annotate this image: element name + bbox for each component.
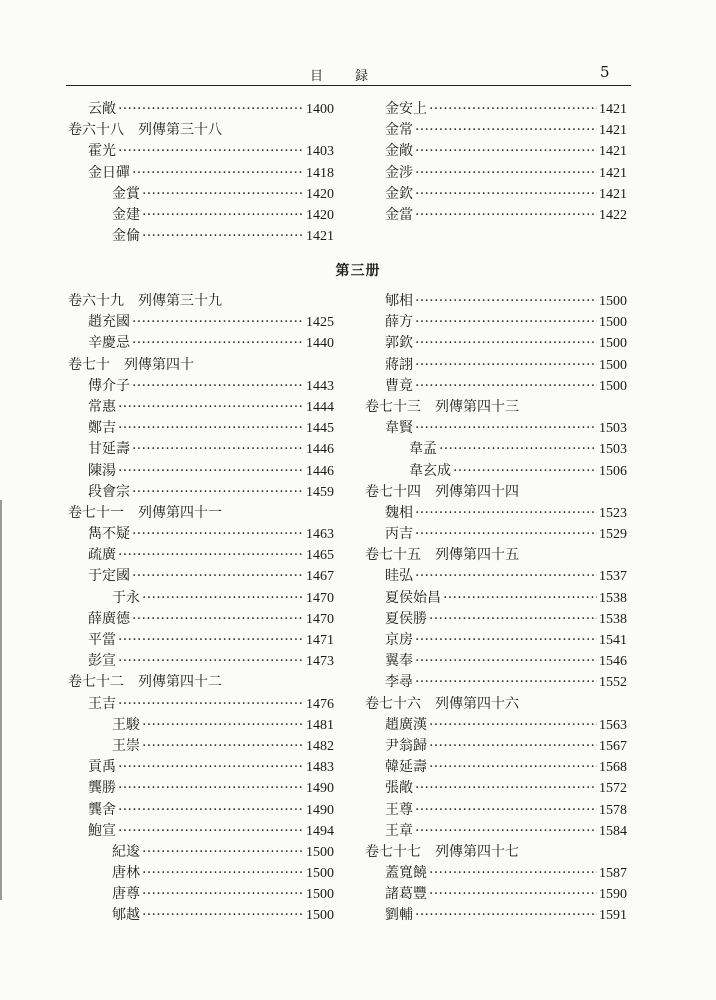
- toc-entry[interactable]: [365, 736, 627, 757]
- entry-page: 1443: [306, 378, 334, 394]
- toc-column-top-left: [68, 99, 334, 247]
- dot-leader: [132, 609, 304, 630]
- toc-entry[interactable]: [68, 800, 334, 821]
- toc-entry[interactable]: [365, 609, 627, 630]
- toc-entry[interactable]: [365, 630, 627, 651]
- chapter-heading: [68, 672, 334, 693]
- entry-page: 1572: [599, 781, 627, 797]
- dot-leader: [142, 184, 304, 205]
- entry-name: 金敞: [385, 143, 413, 160]
- dot-leader: [429, 99, 597, 120]
- dot-leader: [132, 376, 304, 397]
- entry-page: 1552: [599, 675, 627, 691]
- dot-leader: [142, 205, 304, 226]
- toc-entry[interactable]: [68, 99, 334, 120]
- chapter-title: 列傳第四十: [124, 356, 194, 373]
- juan-number: 卷六十九: [68, 293, 124, 309]
- dot-leader: [118, 461, 304, 482]
- toc-entry[interactable]: [365, 651, 627, 672]
- entry-page: 1481: [306, 717, 334, 733]
- entry-page: 1420: [306, 186, 334, 202]
- chapter-title: 列傳第四十二: [138, 674, 222, 691]
- chapter-heading: [68, 355, 334, 376]
- dot-leader: [415, 291, 597, 312]
- entry-name: 翼奉: [385, 653, 413, 670]
- toc-entry[interactable]: [365, 778, 627, 799]
- juan-number: 卷七十五: [365, 547, 421, 564]
- juan-number: 卷七十六: [365, 695, 421, 712]
- entry-name: 陳湯: [88, 462, 116, 479]
- entry-name: 雋不疑: [88, 526, 130, 543]
- dot-leader: [415, 672, 597, 693]
- entry-page: 1500: [599, 336, 627, 352]
- chapter-title: 列傳第四十七: [435, 843, 519, 860]
- chapter-heading: [365, 694, 627, 715]
- toc-entry[interactable]: [68, 715, 334, 736]
- entry-name: 紀逡: [112, 843, 140, 860]
- toc-entry[interactable]: [365, 461, 627, 482]
- toc-entry[interactable]: [365, 355, 627, 376]
- page-number: 5: [600, 63, 610, 81]
- dot-leader: [118, 630, 304, 651]
- entry-name: 金倫: [112, 228, 140, 245]
- running-header-title: 目 録: [309, 69, 370, 84]
- toc-entry[interactable]: [68, 226, 334, 247]
- entry-name: 金欽: [385, 185, 413, 202]
- entry-name: 甘延壽: [88, 441, 130, 458]
- toc-entry[interactable]: [68, 376, 334, 397]
- entry-name: 于永: [112, 589, 140, 606]
- chapter-title: 列傳第四十四: [435, 483, 519, 500]
- entry-name: 薛廣德: [88, 610, 130, 627]
- entry-name: 平當: [88, 632, 116, 648]
- entry-page: 1440: [306, 336, 334, 352]
- dot-leader: [415, 312, 597, 333]
- entry-name: 金安上: [385, 101, 427, 117]
- dot-leader: [118, 651, 304, 672]
- entry-page: 1483: [306, 760, 334, 776]
- entry-name: 金賞: [112, 185, 140, 202]
- entry-page: 1446: [306, 463, 334, 479]
- toc-entry[interactable]: [68, 461, 334, 482]
- entry-page: 1500: [306, 866, 334, 882]
- entry-name: 霍光: [88, 143, 116, 160]
- entry-page: 1578: [599, 802, 627, 818]
- toc-entry[interactable]: [365, 376, 627, 397]
- entry-name: 唐林: [112, 865, 140, 882]
- dot-leader: [415, 524, 597, 545]
- chapter-heading: [68, 120, 334, 141]
- entry-name: 韓延壽: [385, 759, 427, 776]
- entry-name: 彭宣: [88, 653, 116, 670]
- entry-page: 1500: [599, 378, 627, 394]
- entry-page: 1500: [599, 357, 627, 373]
- dot-leader: [429, 715, 597, 736]
- dot-leader: [415, 184, 597, 205]
- juan-number: 卷七十三: [365, 398, 421, 415]
- dot-leader: [142, 588, 304, 609]
- toc-entry[interactable]: [68, 884, 334, 905]
- toc-entry[interactable]: [68, 312, 334, 333]
- dot-leader: [132, 333, 304, 354]
- dot-leader: [415, 800, 597, 821]
- dot-leader: [415, 141, 597, 162]
- entry-page: 1421: [599, 102, 627, 117]
- entry-page: 1422: [599, 207, 627, 223]
- entry-name: 龔舍: [88, 801, 116, 818]
- entry-name: 金當: [385, 206, 413, 223]
- toc-column-top-right: [365, 99, 627, 226]
- entry-page: 1418: [306, 165, 334, 181]
- volume-heading: 第三册: [335, 263, 381, 279]
- entry-page: 1523: [599, 505, 627, 521]
- header-rule: [66, 85, 631, 86]
- toc-entry[interactable]: [68, 757, 334, 778]
- toc-entry[interactable]: [68, 397, 334, 418]
- entry-name: 郇越: [112, 907, 140, 924]
- entry-name: 尹翁歸: [385, 737, 427, 754]
- toc-entry[interactable]: [68, 205, 334, 226]
- dot-leader: [429, 757, 597, 778]
- juan-number: 卷七十一: [68, 504, 124, 521]
- entry-page: 1490: [306, 781, 334, 797]
- entry-name: 郇相: [385, 293, 413, 309]
- toc-entry[interactable]: [365, 184, 627, 205]
- entry-page: 1590: [599, 887, 627, 903]
- dot-leader: [118, 141, 304, 162]
- entry-name: 趙廣漢: [385, 716, 427, 733]
- dot-leader: [415, 630, 597, 651]
- juan-number: 卷七十七: [365, 843, 421, 860]
- entry-name: 鮑宣: [88, 822, 116, 839]
- dot-leader: [415, 503, 597, 524]
- entry-page: 1584: [599, 823, 627, 839]
- entry-name: 常惠: [88, 398, 116, 415]
- entry-name: 王崇: [112, 737, 140, 754]
- entry-name: 趙充國: [88, 314, 130, 331]
- dot-leader: [118, 694, 304, 715]
- dot-leader: [439, 439, 597, 460]
- toc-entry[interactable]: [365, 715, 627, 736]
- entry-page: 1500: [306, 887, 334, 903]
- entry-page: 1567: [599, 738, 627, 754]
- chapter-title: 列傳第三十九: [138, 293, 222, 309]
- dot-leader: [142, 863, 304, 884]
- entry-name: 薛方: [385, 314, 413, 331]
- chapter-heading: [68, 503, 334, 524]
- toc-entry[interactable]: [365, 503, 627, 524]
- juan-number: 卷六十八: [68, 122, 124, 139]
- toc-entry[interactable]: [365, 141, 627, 162]
- entry-page: 1538: [599, 611, 627, 627]
- dot-leader: [132, 439, 304, 460]
- toc-column-bottom-left: [68, 291, 334, 927]
- dot-leader: [429, 884, 597, 905]
- dot-leader: [132, 482, 304, 503]
- entry-page: 1473: [306, 654, 334, 670]
- toc-entry[interactable]: [68, 439, 334, 460]
- entry-name: 京房: [385, 632, 413, 648]
- entry-name: 張敞: [385, 780, 413, 797]
- entry-name: 云敞: [88, 101, 116, 117]
- dot-leader: [415, 651, 597, 672]
- toc-entry[interactable]: [365, 672, 627, 693]
- entry-name: 眭弘: [385, 568, 413, 585]
- dot-leader: [415, 163, 597, 184]
- chapter-title: 列傳第四十六: [435, 695, 519, 712]
- dot-leader: [142, 226, 304, 247]
- dot-leader: [118, 778, 304, 799]
- entry-page: 1482: [306, 738, 334, 754]
- toc-column-bottom-right: [365, 291, 627, 927]
- entry-page: 1490: [306, 802, 334, 818]
- entry-name: 傅介子: [88, 377, 130, 394]
- dot-leader: [415, 376, 597, 397]
- entry-name: 王吉: [88, 695, 116, 712]
- entry-page: 1463: [306, 527, 334, 543]
- toc-entry[interactable]: [365, 588, 627, 609]
- dot-leader: [415, 205, 597, 226]
- dot-leader: [453, 461, 597, 482]
- chapter-title: 列傳第三十八: [138, 122, 222, 139]
- dot-leader: [415, 333, 597, 354]
- toc-entry[interactable]: [365, 821, 627, 842]
- entry-page: 1500: [599, 315, 627, 331]
- toc-entry[interactable]: [68, 609, 334, 630]
- dot-leader: [415, 355, 597, 376]
- toc-entry[interactable]: [365, 418, 627, 439]
- entry-name: 王駿: [112, 716, 140, 733]
- entry-page: 1471: [306, 633, 334, 648]
- toc-entry[interactable]: [68, 630, 334, 651]
- chapter-heading: [365, 397, 627, 418]
- chapter-heading: [365, 545, 627, 566]
- dot-leader: [443, 588, 597, 609]
- entry-page: 1467: [306, 569, 334, 585]
- entry-page: 1400: [306, 102, 334, 117]
- toc-entry[interactable]: [365, 439, 627, 460]
- entry-page: 1537: [599, 569, 627, 585]
- dot-leader: [118, 418, 304, 439]
- dot-leader: [142, 884, 304, 905]
- chapter-heading: [365, 482, 627, 503]
- toc-entry[interactable]: [365, 99, 627, 120]
- toc-entry[interactable]: [68, 333, 334, 354]
- entry-name: 金日磾: [88, 164, 130, 181]
- chapter-title: 列傳第四十三: [435, 398, 519, 415]
- dot-leader: [429, 736, 597, 757]
- entry-name: 諸葛豐: [385, 886, 427, 903]
- toc-entry[interactable]: [68, 651, 334, 672]
- entry-name: 金建: [112, 206, 140, 223]
- entry-name: 魏相: [385, 504, 413, 521]
- entry-name: 李尋: [385, 674, 413, 691]
- entry-page: 1470: [306, 590, 334, 606]
- toc-entry[interactable]: [68, 545, 334, 566]
- entry-name: 疏廣: [88, 547, 116, 564]
- toc-entry[interactable]: [68, 482, 334, 503]
- entry-page: 1500: [599, 294, 627, 309]
- entry-page: 1506: [599, 463, 627, 479]
- toc-entry[interactable]: [68, 418, 334, 439]
- toc-entry[interactable]: [365, 863, 627, 884]
- dot-leader: [429, 863, 597, 884]
- toc-entry[interactable]: [68, 821, 334, 842]
- dot-leader: [132, 312, 304, 333]
- dot-leader: [142, 842, 304, 863]
- entry-page: 1421: [599, 144, 627, 160]
- toc-entry[interactable]: [68, 524, 334, 545]
- entry-name: 韋玄成: [409, 462, 451, 479]
- toc-entry[interactable]: [68, 905, 334, 926]
- entry-page: 1446: [306, 442, 334, 458]
- entry-page: 1503: [599, 421, 627, 437]
- entry-page: 1470: [306, 611, 334, 627]
- entry-name: 段會宗: [88, 483, 130, 500]
- entry-page: 1421: [599, 165, 627, 181]
- entry-name: 于定國: [88, 568, 130, 585]
- entry-page: 1587: [599, 866, 627, 882]
- toc-entry[interactable]: [365, 524, 627, 545]
- entry-name: 夏侯始昌: [385, 589, 441, 606]
- toc-entry[interactable]: [365, 757, 627, 778]
- entry-name: 丙吉: [385, 526, 413, 543]
- entry-page: 1591: [599, 908, 627, 924]
- dot-leader: [415, 821, 597, 842]
- toc-entry[interactable]: [365, 905, 627, 926]
- entry-name: 辛慶忌: [88, 335, 130, 352]
- toc-entry[interactable]: [365, 163, 627, 184]
- toc-entry[interactable]: [68, 842, 334, 863]
- entry-name: 蓋寬饒: [385, 865, 427, 882]
- toc-entry[interactable]: [68, 163, 334, 184]
- dot-leader: [118, 757, 304, 778]
- toc-entry[interactable]: [365, 884, 627, 905]
- toc-entry[interactable]: [365, 291, 627, 312]
- entry-name: 鄭吉: [88, 420, 116, 437]
- toc-entry[interactable]: [68, 863, 334, 884]
- entry-name: 韋賢: [385, 420, 413, 437]
- entry-page: 1568: [599, 760, 627, 776]
- entry-name: 曹竟: [385, 377, 413, 394]
- entry-page: 1546: [599, 654, 627, 670]
- dot-leader: [142, 715, 304, 736]
- dot-leader: [415, 418, 597, 439]
- entry-page: 1425: [306, 315, 334, 331]
- entry-page: 1444: [306, 399, 334, 415]
- dot-leader: [132, 163, 304, 184]
- chapter-heading: [365, 842, 627, 863]
- dot-leader: [118, 821, 304, 842]
- toc-entry[interactable]: [365, 566, 627, 587]
- toc-entry[interactable]: [68, 184, 334, 205]
- dot-leader: [415, 566, 597, 587]
- entry-name: 唐尊: [112, 886, 140, 903]
- entry-page: 1420: [306, 207, 334, 223]
- entry-name: 王尊: [385, 801, 413, 818]
- toc-entry[interactable]: [68, 694, 334, 715]
- dot-leader: [142, 905, 304, 926]
- entry-name: 郭欽: [385, 335, 413, 352]
- entry-page: 1503: [599, 442, 627, 458]
- dot-leader: [132, 566, 304, 587]
- toc-entry[interactable]: [68, 778, 334, 799]
- entry-name: 金常: [385, 122, 413, 139]
- dot-leader: [118, 545, 304, 566]
- juan-number: 卷七十: [68, 356, 110, 373]
- dot-leader: [415, 778, 597, 799]
- dot-leader: [118, 800, 304, 821]
- juan-number: 卷七十二: [68, 674, 124, 691]
- toc-entry[interactable]: [68, 736, 334, 757]
- entry-page: 1541: [599, 633, 627, 648]
- entry-page: 1529: [599, 527, 627, 543]
- entry-page: 1538: [599, 590, 627, 606]
- toc-entry[interactable]: [365, 800, 627, 821]
- toc-entry[interactable]: [365, 312, 627, 333]
- entry-name: 劉輔: [385, 907, 413, 924]
- dot-leader: [429, 609, 597, 630]
- entry-page: 1563: [599, 717, 627, 733]
- toc-entry[interactable]: [68, 141, 334, 162]
- entry-name: 王章: [385, 822, 413, 839]
- toc-entry[interactable]: [68, 588, 334, 609]
- entry-page: 1465: [306, 548, 334, 564]
- entry-name: 夏侯勝: [385, 610, 427, 627]
- chapter-heading: [68, 291, 334, 312]
- entry-page: 1500: [306, 844, 334, 860]
- entry-page: 1403: [306, 144, 334, 160]
- scan-edge-shadow: [0, 500, 2, 900]
- entry-page: 1421: [599, 123, 627, 139]
- dot-leader: [415, 120, 597, 141]
- toc-entry[interactable]: [68, 566, 334, 587]
- entry-name: 蔣詡: [385, 356, 413, 373]
- dot-leader: [118, 397, 304, 418]
- dot-leader: [415, 905, 597, 926]
- dot-leader: [142, 736, 304, 757]
- entry-page: 1500: [306, 908, 334, 924]
- entry-page: 1459: [306, 484, 334, 500]
- entry-name: 貢禹: [88, 759, 116, 776]
- toc-entry[interactable]: [365, 120, 627, 141]
- toc-entry[interactable]: [365, 205, 627, 226]
- dot-leader: [118, 99, 304, 120]
- entry-page: 1421: [599, 186, 627, 202]
- entry-page: 1445: [306, 421, 334, 437]
- dot-leader: [132, 524, 304, 545]
- entry-page: 1421: [306, 229, 334, 245]
- toc-entry[interactable]: [365, 333, 627, 354]
- juan-number: 卷七十四: [365, 483, 421, 500]
- entry-name: 韋孟: [409, 441, 437, 458]
- entry-page: 1494: [306, 823, 334, 839]
- entry-page: 1476: [306, 696, 334, 712]
- chapter-title: 列傳第四十五: [435, 547, 519, 564]
- chapter-title: 列傳第四十一: [138, 504, 222, 521]
- entry-name: 金涉: [385, 164, 413, 181]
- entry-name: 龔勝: [88, 780, 116, 797]
